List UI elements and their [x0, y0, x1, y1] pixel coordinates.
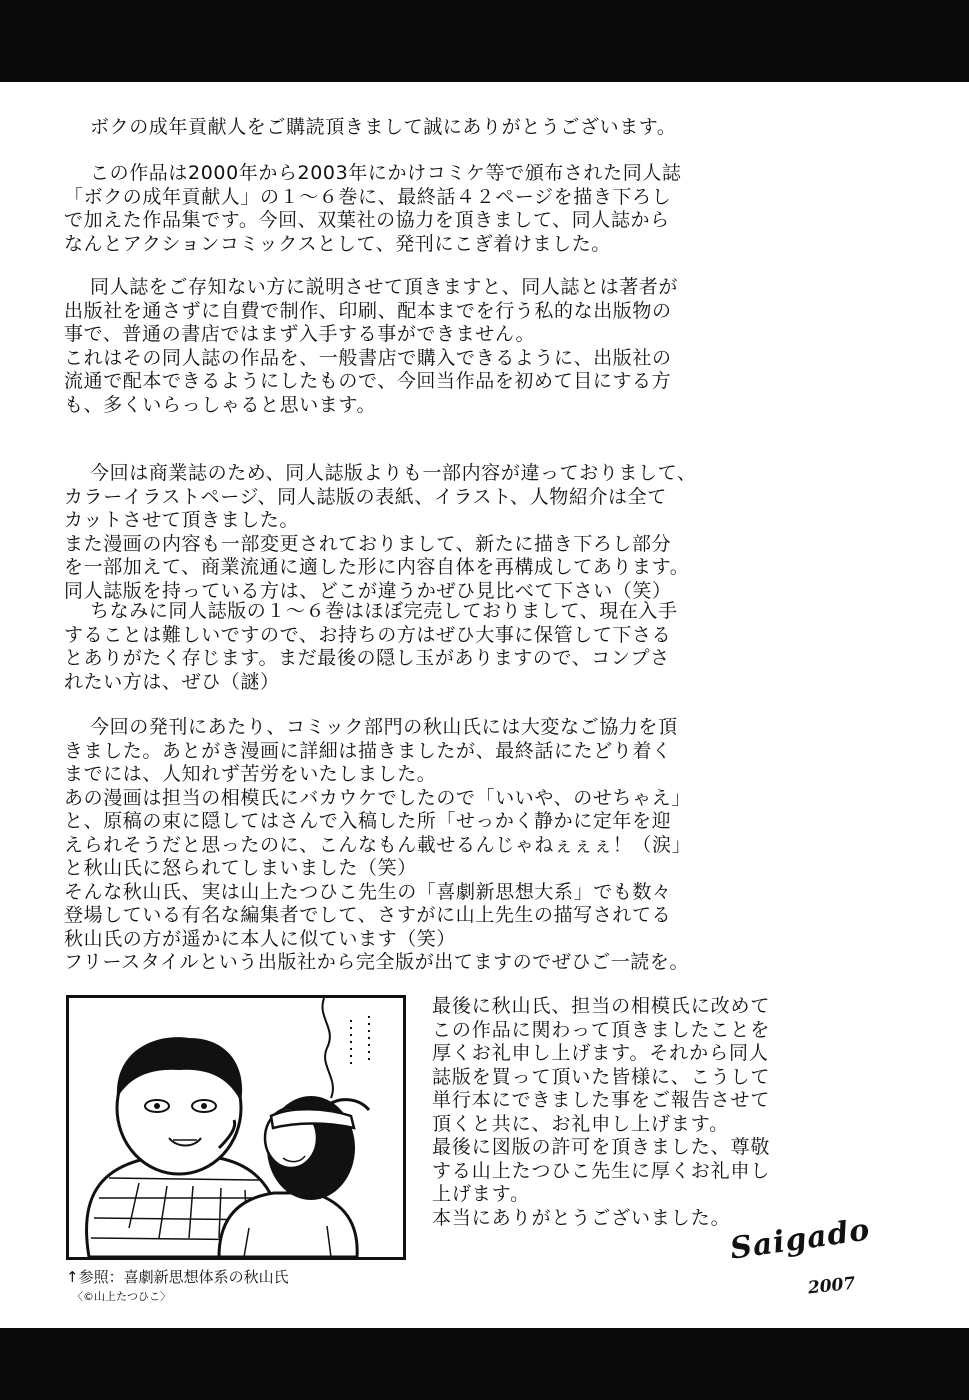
paragraph-doujinshi-explained: [64, 276, 906, 417]
text-line: 登場している有名な編集者でして、さすがに山上先生の描写されてる: [64, 904, 672, 926]
text-line: することは難しいですので、お持ちの方はぜひ大事に保管して下さる: [64, 623, 672, 646]
text-line: きました。あとがき漫画に詳細は描きましたが、最終話にたどり着く: [64, 739, 672, 762]
text-line: 誌版を買って頂いた皆様に、こうして: [432, 1065, 771, 1088]
text-line: この作品は2000年から2003年にかけコミケ等で頒布された同人誌: [90, 162, 682, 184]
text-line: 単行本にできました事をご報告させて: [432, 1089, 771, 1111]
text-line: 最後に図版の許可を頂きました、尊敬: [432, 1136, 771, 1158]
text-line: も、多くいらっしゃると思います。: [64, 393, 377, 416]
paragraph-about-work: [64, 162, 906, 256]
paragraph-akiyama: [64, 716, 906, 975]
text-line: 「ボクの成年貢献人」の１～６巻に、最終話４２ページを描き下ろし: [64, 185, 672, 208]
bottom-black-bar: [0, 1328, 969, 1400]
manga-panel-drawing: [69, 998, 403, 1257]
text-line: 秋山氏の方が遥かに本人に似ています（笑）: [64, 927, 457, 950]
text-line: する山上たつひこ先生に厚くお礼申し: [432, 1159, 771, 1182]
text-line: えられそうだと思ったのに、こんなもん載せるんじゃねぇぇぇ！（涙」: [64, 833, 692, 856]
paragraph-changes: [64, 462, 906, 603]
text-line: と秋山氏に怒られてしまいました（笑）: [64, 857, 417, 879]
text-line: 上げます。: [432, 1183, 530, 1205]
text-line: 今回は商業誌のため、同人誌版よりも一部内容が違っておりまして、: [90, 462, 697, 484]
figure-credit: 〈©山上たつひこ〉: [72, 1290, 171, 1303]
text-line: 最後に秋山氏、担当の相模氏に改めて: [432, 995, 771, 1017]
text-line: と、原稿の束に隠してはさんで入稿した所「せっかく静かに定年を迎: [64, 810, 672, 832]
text-line: なんとアクションコミックスとして、発刊にこぎ着けました。: [64, 232, 611, 255]
text-line: 今回の発刊にあたり、コミック部門の秋山氏には大変なご協力を頂: [90, 716, 678, 738]
closing-thanks-column: [432, 995, 872, 1230]
text-line: また漫画の内容も一部変更されておりまして、新たに描き下ろし部分: [64, 532, 672, 555]
text-line: 流通で配本できるようにしたもので、今回当作品を初めて目にする方: [64, 370, 672, 392]
text-line: 同人誌版を持っている方は、どこが違うかぜひ見比べて下さい（笑）: [64, 579, 672, 602]
text-line: 事で、普通の書店ではまず入手する事ができません。: [64, 323, 536, 345]
text-line: カラーイラストページ、同人誌版の表紙、イラスト、人物紹介は全て: [64, 485, 667, 508]
signature-name: Saigado: [728, 1212, 873, 1267]
text-line: を一部加えて、商業流通に適した形に内容自体を再構成してあります。: [64, 556, 690, 578]
author-signature: [728, 1212, 878, 1312]
text-line: これはその同人誌の作品を、一般書店で購入できるように、出版社の: [64, 346, 672, 369]
text-line: で加えた作品集です。今回、双葉社の協力を頂きまして、同人誌から: [64, 209, 670, 231]
manga-panel-illustration: [66, 995, 406, 1260]
signature-year: 2007: [807, 1273, 857, 1299]
text-line: れたい方は、ぜひ（謎）: [64, 670, 280, 693]
text-line: ちなみに同人誌版の１～６巻はほぼ完売しておりまして、現在入手: [90, 600, 678, 622]
text-line: この作品に関わって頂きましたことを: [432, 1018, 771, 1041]
paragraph-sold-out: [64, 600, 906, 694]
text-line: 本当にありがとうございました。: [432, 1206, 731, 1229]
paragraph-greeting: [64, 116, 906, 140]
text-line: あの漫画は担当の相模氏にバカウケでしたので「いいや、のせちゃえ」: [64, 786, 691, 809]
text-line: 厚くお礼申し上げます。それから同人: [432, 1042, 769, 1064]
text-line: カットさせて頂きました。: [64, 509, 300, 531]
text-line: までには、人知れず苦労をいたしました。: [64, 763, 437, 785]
text-line: とありがたく存じます。まだ最後の隠し玉がありますので、コンプさ: [64, 647, 670, 669]
smoke-line: [322, 998, 332, 1098]
text-line: 頂くと共に、お礼申し上げます。: [432, 1112, 729, 1135]
figure-caption: ↑参照：喜劇新思想体系の秋山氏: [66, 1268, 289, 1286]
top-black-bar: [0, 0, 969, 82]
text-line: 出版社を通さずに自費で制作、印刷、配本までを行う私的な出版物の: [64, 299, 672, 322]
text-line: フリースタイルという出版社から完全版が出てますのでぜひご一読を。: [64, 951, 690, 973]
text-line: 同人誌をご存知ない方に説明させて頂きますと、同人誌とは著者が: [90, 276, 679, 298]
text-line: ボクの成年貢献人をご購読頂きまして誠にありがとうございます。: [90, 116, 677, 138]
text-line: そんな秋山氏、実は山上たつひこ先生の「喜劇新思想大系」でも数々: [64, 880, 672, 903]
